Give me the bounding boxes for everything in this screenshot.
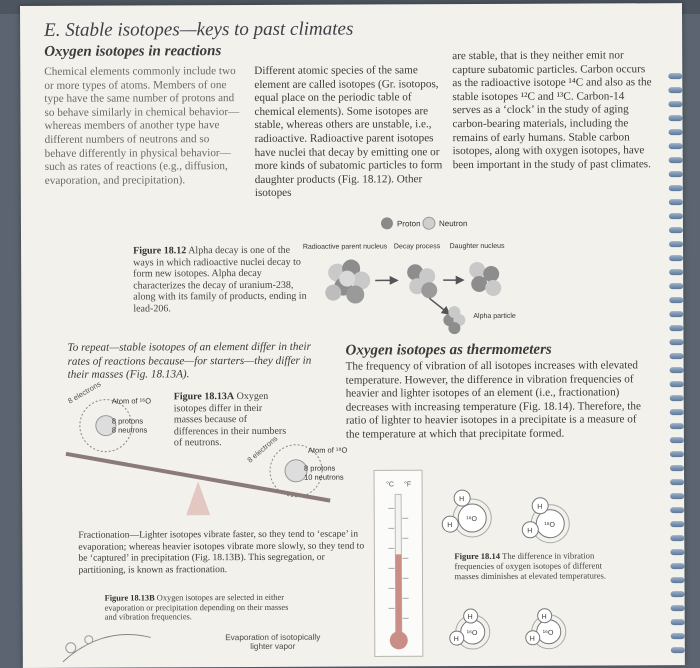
figure-18-14-caption [454, 551, 612, 581]
celsius-label: °C [386, 481, 394, 489]
spiral-binding [664, 73, 685, 663]
proton-legend-icon [381, 217, 393, 229]
neutron-legend-label: Neutron [438, 219, 468, 229]
parent-nucleus [325, 259, 370, 303]
protons-label-16: 8 protons [111, 416, 144, 426]
alpha-particle [443, 306, 465, 334]
svg-text:¹⁸O: ¹⁸O [466, 516, 477, 524]
atom-18-label: Atom of ¹⁸O [307, 445, 348, 455]
evaporation-label: Evaporation of isotopically lighter vapor [225, 632, 321, 652]
reactions-heading: Oxygen isotopes in reactions [44, 43, 222, 60]
svg-text:H: H [527, 527, 533, 535]
parent-nucleus-label: Radioactive parent nucleus [302, 243, 388, 251]
column-2-text: Different atomic species of the same element are called isotopes (Gr. isotopos, equal place on the periodic table of chemical elements). Some isotopes are stable, whereas others are unstable, i.e., radioactive. Radioactive parent isotopes have nuclei that decay by emitting one or more kinds of subatomic particles to form daughter products (Fig. 18.12). Other isotopes [254, 64, 443, 200]
alpha-decay-diagram [302, 214, 518, 337]
fractionation-text: Fractionation—Lighter isotopes vibrate faster, so they tend to ‘escape’ in evaporation; whereas heavier isotopes vibrate more slowly, so they tend to be ‘captured’ in precipitation (Fig. 18.13B). This segregation, or partitioning, is known as fractionation. [78, 528, 365, 576]
column-1-text: Chemical elements commonly include two or more types of atoms. Members of one type have the same number of protons and so behave similarly in chemical behavior—whereas members of another type have different numbers of neutrons and so behave differently in physical behavior—such as rates of reactions (e.g., diffusion, evaporation, and precipitation). [44, 65, 240, 187]
textbook-page [20, 3, 685, 668]
fahrenheit-label: °F [404, 481, 412, 489]
decaying-nucleus [407, 264, 437, 298]
svg-text:H: H [447, 522, 453, 530]
daughter-nucleus [469, 262, 501, 296]
neutron-legend-icon [423, 217, 435, 229]
thermometers-text: The frequency of vibration of all isotopes increases with elevated temperature. However, the difference in vibration frequencies of heavier and lighter isotopes of an element (i.e., fractionation) decreases with increasing temperature (Fig. 18.14). Therefore, the ratio of lighter to heavier isotopes in a precipitate is a measure of the temperature at which that precipitate formed. [345, 359, 641, 441]
water-molecule-o16-left [450, 609, 490, 649]
svg-text:¹⁶O: ¹⁶O [466, 630, 478, 638]
protons-label-18: 8 protons [304, 463, 336, 473]
alpha-particle-label: Alpha particle [473, 312, 516, 321]
water-molecule-o18-hot [442, 490, 491, 537]
atom-16-label: Atom of ¹⁶O [111, 396, 152, 406]
svg-text:H: H [541, 613, 547, 621]
column-3-text: are stable, that is they neither emit nor capture subatomic particles. Carbon occurs as the radioactive isotope ¹⁴C and also as the stable isotopes ¹²C and ¹³C. Carbon-14 serves as a ‘clock’ in the study of aging carbon-bearing materials, including the remains of early humans. Stable carbon isotopes, along with oxygen isotopes, have been important in the study of past climates. [452, 49, 652, 171]
figure-18-12-label: Figure 18.12 [133, 245, 187, 257]
figure-18-13a-label: Figure 18.13A [173, 391, 235, 403]
electrons-label-18: 8 electrons [245, 433, 280, 465]
alpha-arrow [429, 298, 449, 314]
figure-18-12-text: Alpha decay is one of the ways in which radioactive nuclei decay to form new isotopes. Alpha decay characterizes the decay of uranium-238, along with its family of products, ending in lead-206. [133, 244, 307, 315]
svg-text:H: H [467, 614, 473, 622]
svg-text:¹⁸O: ¹⁸O [544, 521, 556, 529]
neutrons-label-18: 10 neutrons [304, 472, 344, 482]
neutrons-label-16: 8 neutrons [111, 425, 148, 435]
figure-18-14-label: Figure 18.14 [454, 550, 501, 562]
figure-18-13b-label: Figure 18.13B [104, 593, 155, 603]
thermometers-heading: Oxygen isotopes as thermometers [345, 341, 552, 359]
svg-text:H: H [453, 636, 459, 644]
decay-process-label: Decay process [393, 243, 441, 251]
svg-text:H: H [459, 496, 465, 504]
svg-text:¹⁶O: ¹⁶O [542, 629, 554, 637]
seesaw-fulcrum [186, 481, 210, 515]
section-title: E. Stable isotopes—keys to past climates [44, 18, 354, 41]
figure-18-13b-text: Oxygen isotopes are selected in either evaporation or precipitation depending on their masses and vibration frequencies. [104, 592, 289, 622]
thermometer [366, 468, 431, 664]
svg-text:H: H [537, 503, 543, 511]
daughter-nucleus-label: Daughter nucleus [449, 242, 505, 251]
figure-18-12-caption [133, 245, 313, 315]
figure-18-13a-caption [174, 391, 290, 449]
electrons-label-16: 8 electrons [66, 379, 103, 406]
water-molecule-o18-cool [522, 498, 569, 543]
proton-legend-label: Proton [396, 219, 421, 229]
water-molecule-o16-right [526, 609, 566, 649]
figure-18-13a-text: Oxygen isotopes differ in their masses because of differences in their numbers of neutrons. [173, 390, 287, 449]
repeat-text: To repeat—stable isotopes of an element differ in their rates of reactions because—for starters—they differ in their masses (Fig. 18.13A). [67, 340, 312, 381]
svg-text:H: H [529, 635, 535, 643]
figure-18-14-text: The difference in vibration frequencies of oxygen isotopes of different masses diminishes at elevated temperatures. [454, 550, 607, 581]
